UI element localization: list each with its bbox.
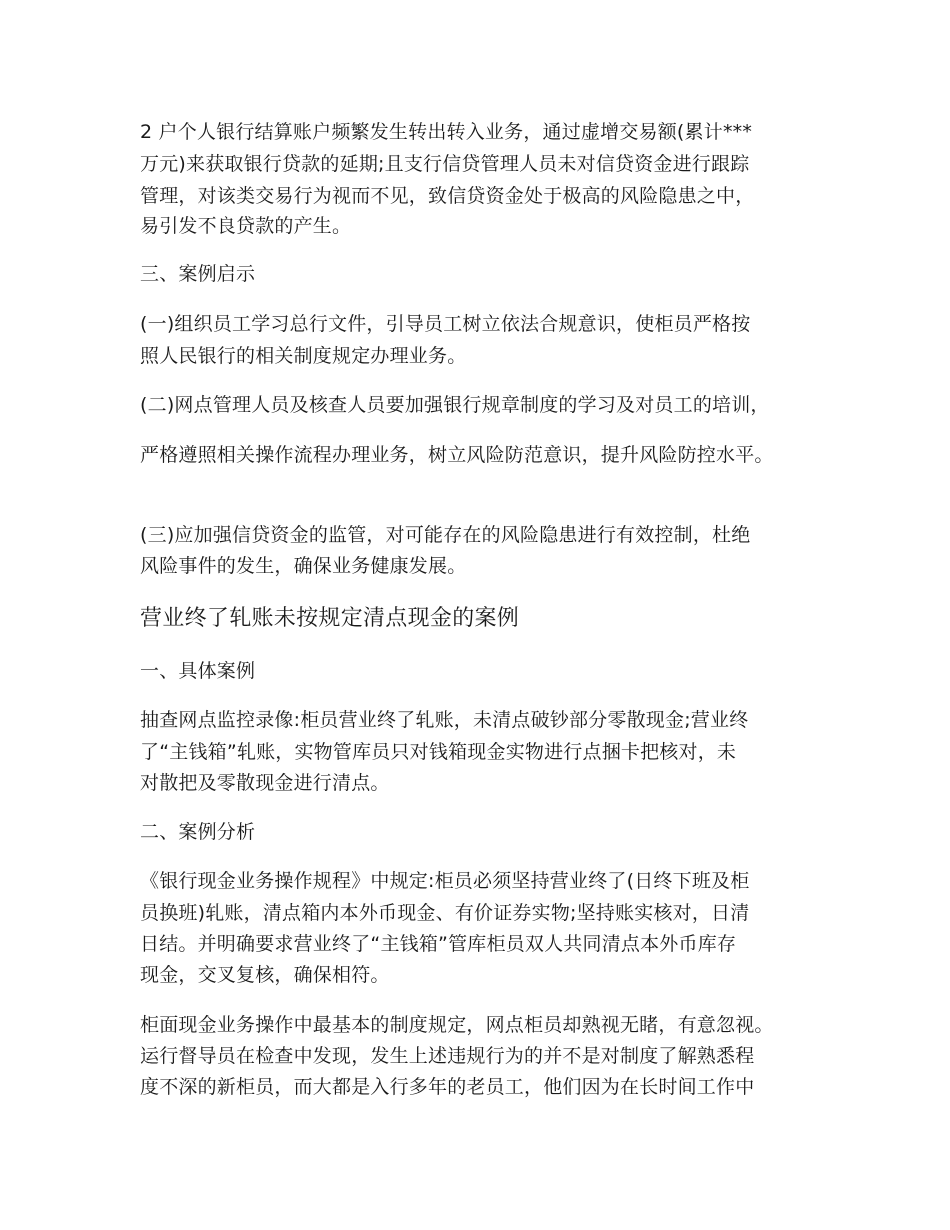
paragraph-4-line-1: (三)应加强信贷资金的监管，对可能存在的风险隐患进行有效控制，杜绝 (140, 524, 751, 546)
paragraph-4-line-2: 风险事件的发生，确保业务健康发展。 (140, 555, 467, 577)
paragraph-5-line-1: 抽查网点监控录像:柜员营业终了轧账，未清点破钞部分零散现金;营业终 (140, 709, 749, 731)
paragraph-1-line-3: 管理，对该类交易行为视而不见，致信贷资金处于极高的风险隐患之中， (140, 185, 755, 207)
paragraph-5-line-3: 对散把及零散现金进行清点。 (140, 772, 390, 794)
paragraph-6-line-1: 《银行现金业务操作规程》中规定:柜员必须坚持营业终了(日终下班及柜 (140, 870, 750, 892)
paragraph-1-line-2: 万元)来获取银行贷款的延期;且支行信贷管理人员未对信贷资金进行跟踪 (140, 153, 750, 175)
paragraph-7-line-1: 柜面现金业务操作中最基本的制度规定，网点柜员却熟视无睹，有意忽视。 (140, 1014, 774, 1036)
paragraph-3-line-2: 严格遵照相关操作流程办理业务，树立风险防范意识，提升风险防控水平。 (140, 444, 774, 466)
paragraph-1-line-1: 2 户个人银行结算账户频繁发生转出转入业务，通过虚增交易额(累计*** (140, 121, 753, 143)
paragraph-7-line-2: 运行督导员在检查中发现，发生上述违规行为的并不是对制度了解熟悉程 (140, 1045, 755, 1067)
section-2-title: 二、案例分析 (140, 821, 256, 843)
case-title: 营业终了轧账未按规定清点现金的案例 (140, 606, 520, 631)
paragraph-7-line-3: 度不深的新柜员，而大都是入行多年的老员工，他们因为在长时间工作中 (140, 1076, 755, 1098)
paragraph-1-line-4: 易引发不良贷款的产生。 (140, 215, 352, 237)
paragraph-5-line-2: 了“主钱箱”轧账，实物管库员只对钱箱现金实物进行点捆卡把核对，未 (140, 741, 737, 763)
section-1-title: 一、具体案例 (140, 660, 256, 682)
paragraph-2-line-1: (一)组织员工学习总行文件，引导员工树立依法合规意识，使柜员严格按 (140, 313, 751, 335)
paragraph-6-line-4: 现金，交叉复核，确保相符。 (140, 964, 390, 986)
section-3-title: 三、案例启示 (140, 263, 256, 285)
paragraph-6-line-2: 员换班)轧账，清点箱内本外币现金、有价证券实物;坚持账实核对，日清 (140, 902, 750, 924)
paragraph-6-line-3: 日结。并明确要求营业终了“主钱箱”管库柜员双人共同清点本外币库存 (140, 933, 737, 955)
paragraph-2-line-2: 照人民银行的相关制度规定办理业务。 (140, 345, 467, 367)
paragraph-3-line-1: (二)网点管理人员及核查人员要加强银行规章制度的学习及对员工的培训， (140, 394, 770, 416)
